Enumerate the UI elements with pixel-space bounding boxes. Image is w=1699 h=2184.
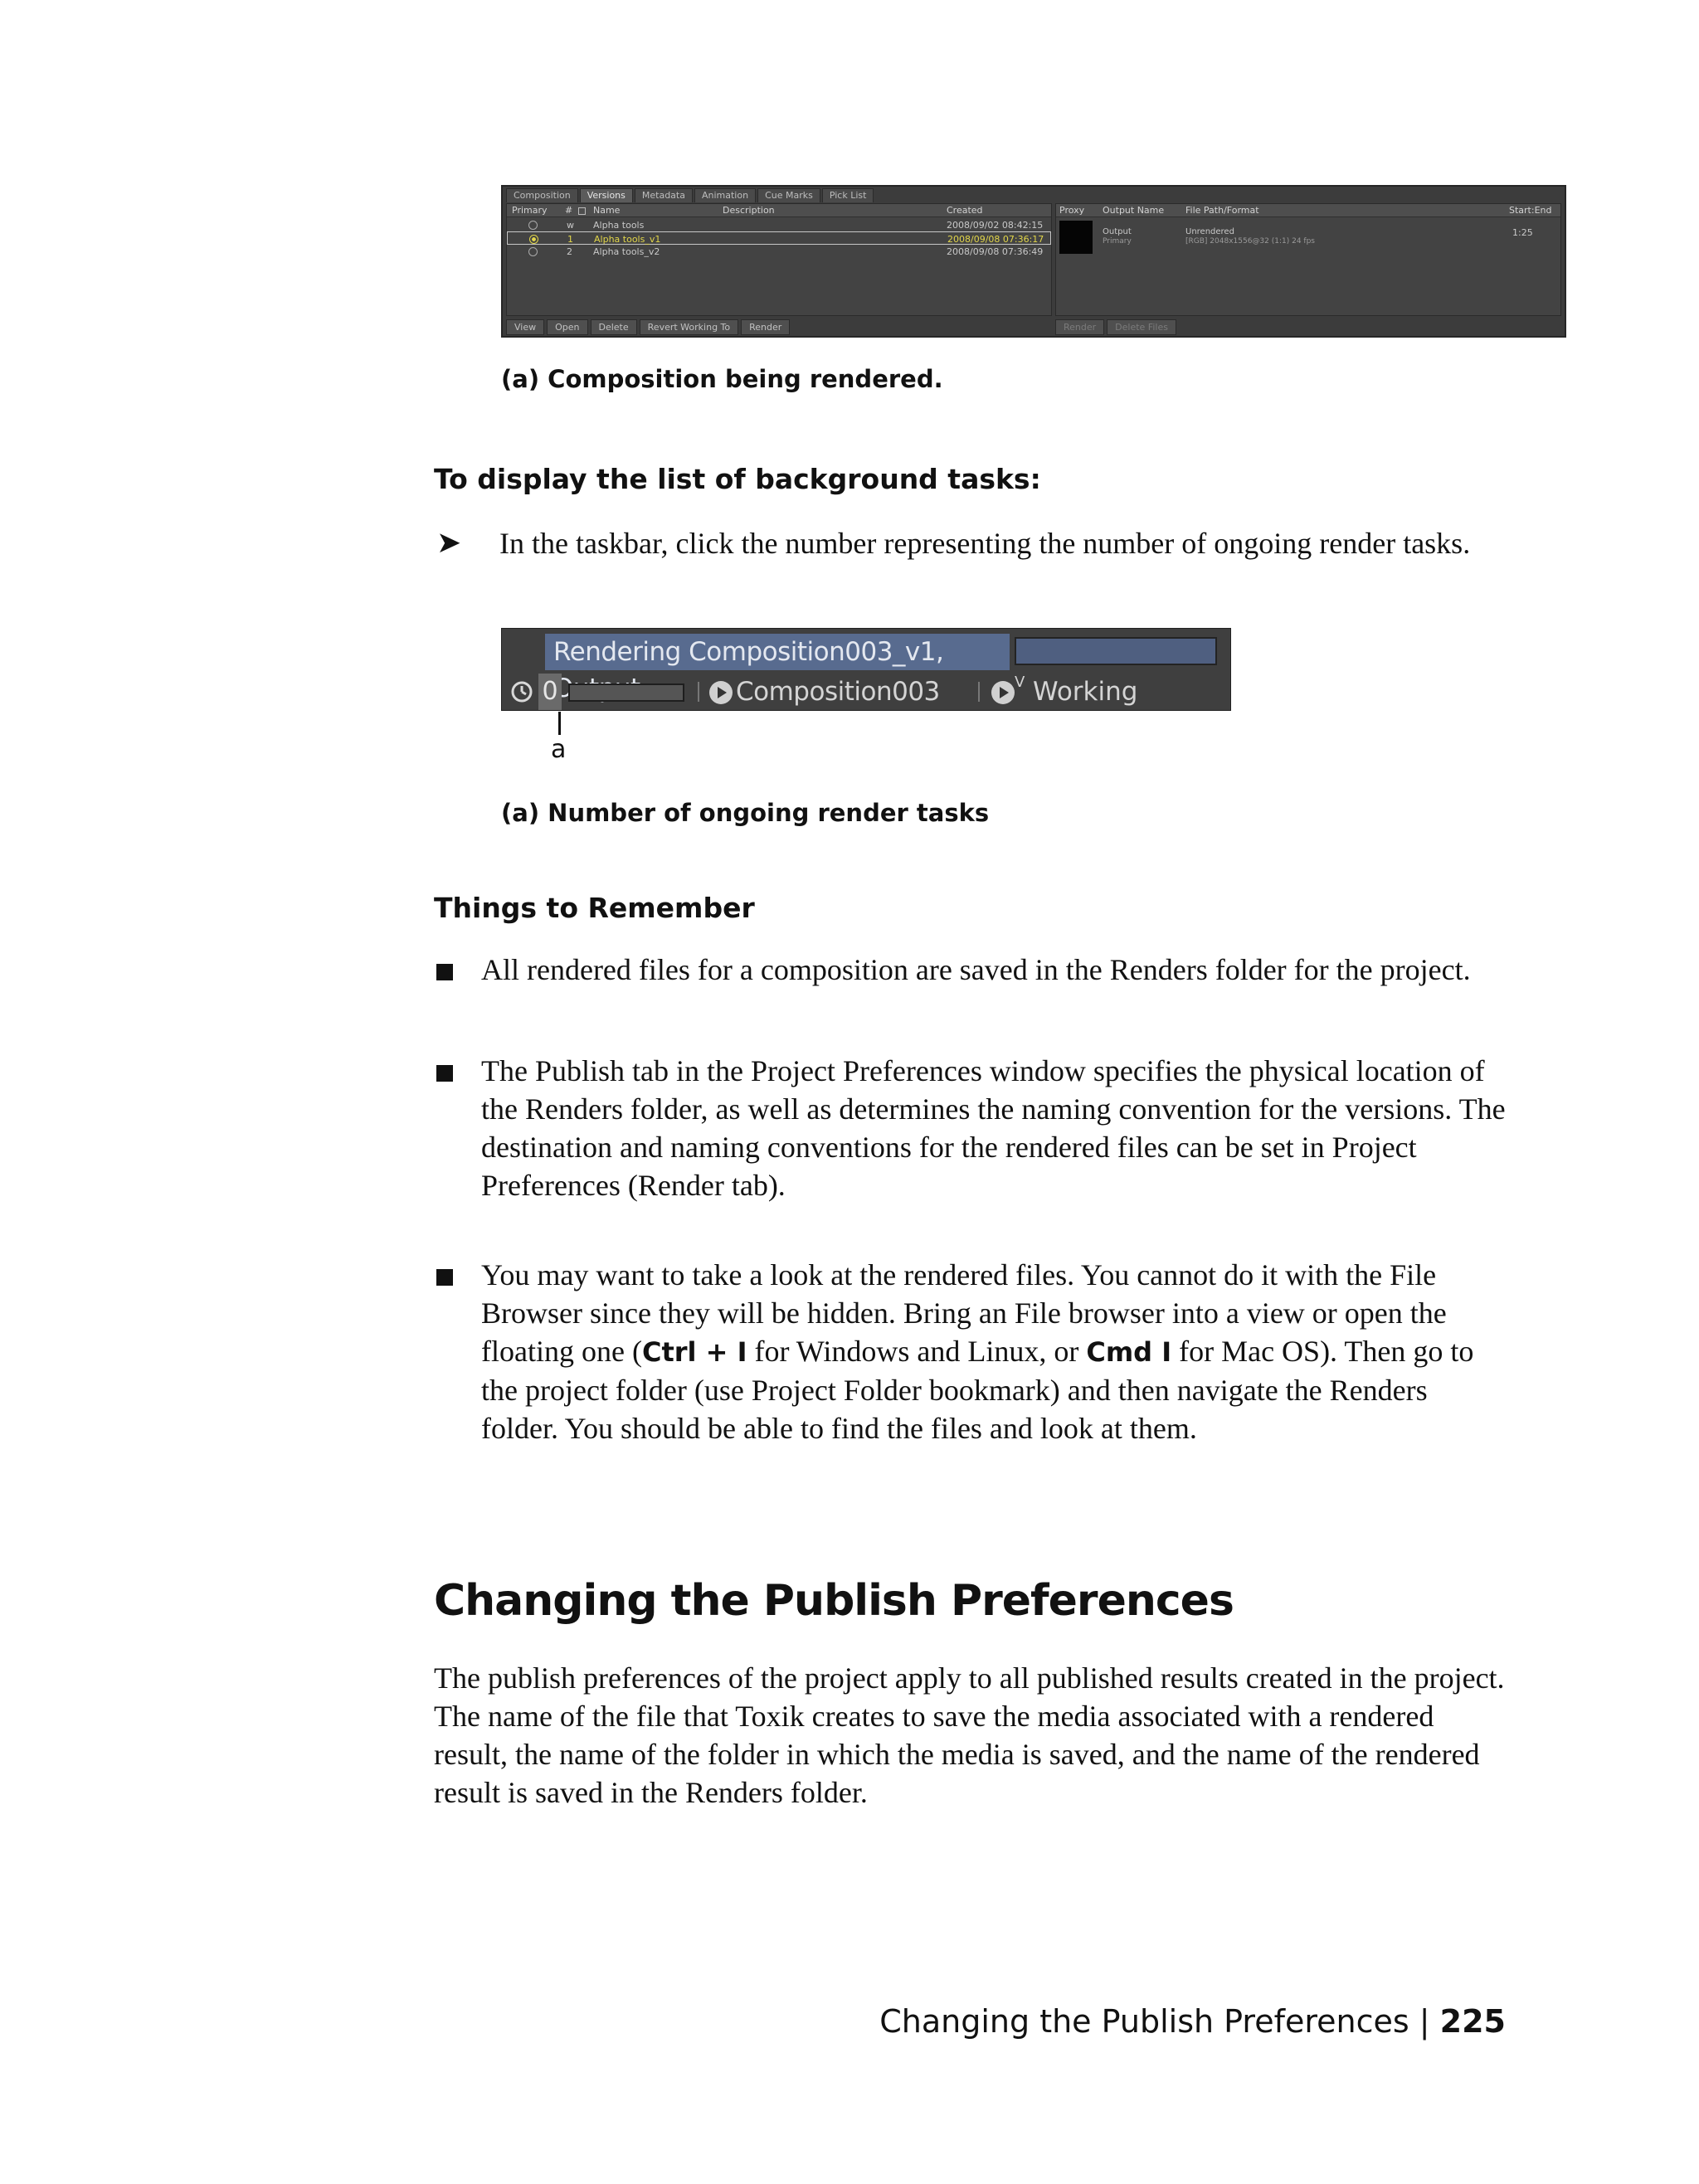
working-status[interactable]: Working	[1033, 677, 1138, 707]
column-file-path[interactable]: File Path/Format	[1185, 205, 1259, 216]
version-row-selected[interactable]	[507, 231, 1051, 245]
column-output-name[interactable]: Output Name	[1103, 205, 1165, 216]
footer-title: Changing the Publish Preferences	[879, 2003, 1409, 2040]
revert-working-to-button[interactable]: Revert Working To	[640, 319, 738, 335]
shortcut-key: Ctrl + I	[641, 1336, 747, 1368]
column-number[interactable]: #	[565, 205, 573, 216]
versions-panel-tabs	[506, 188, 874, 202]
open-button[interactable]: Open	[547, 319, 587, 335]
version-created: 2008/09/08 07:36:17	[947, 234, 1044, 245]
bullet-square-icon	[436, 964, 453, 980]
output-range: 1:25	[1512, 227, 1533, 238]
shortcut-key: Cmd I	[1086, 1336, 1172, 1368]
output-format: [RGB] 2048x1556@32 (1:1) 24 fps	[1185, 237, 1315, 246]
page-footer	[879, 2003, 1506, 2040]
outputs-list-header	[1056, 204, 1560, 217]
version-name: Alpha tools	[593, 220, 645, 231]
output-status: Unrendered	[1185, 227, 1234, 236]
section-text: The publish preferences of the project apply to all published results created in the project. The name of the file that Toxik creates to save the media associated with a rendered result, the name of the folder in which the media is saved, and the name of the rendered result is saved in the Renders folder.	[434, 1661, 1505, 1809]
render-button[interactable]: Render	[741, 319, 790, 335]
play-icon[interactable]	[709, 681, 733, 704]
tab-composition[interactable]: Composition	[506, 188, 578, 202]
outputs-buttons	[1055, 319, 1176, 334]
figure-caption: (a) Composition being rendered.	[501, 365, 943, 393]
footer-separator: |	[1419, 2003, 1430, 2040]
version-row[interactable]	[507, 245, 1051, 258]
tab-animation[interactable]: Animation	[694, 188, 756, 202]
composition-name[interactable]: Composition003	[736, 677, 940, 707]
delete-button[interactable]: Delete	[591, 319, 637, 335]
column-proxy[interactable]: Proxy	[1059, 205, 1085, 216]
versions-panel-screenshot	[501, 185, 1566, 338]
version-created: 2008/09/08 07:36:49	[947, 246, 1044, 257]
taskbar-row	[502, 674, 1232, 710]
delete-files-button[interactable]: Delete Files	[1107, 319, 1176, 335]
render-output-button[interactable]: Render	[1055, 319, 1104, 335]
primary-radio[interactable]	[529, 235, 538, 244]
column-description[interactable]: Description	[723, 205, 775, 216]
page-number: 225	[1439, 2003, 1506, 2040]
bullet-text: The Publish tab in the Project Preferences window specifies the physical location of the Renders folder, as well as determines the naming convention for the versions. The destination and naming conventions for the rendered files can be set in Project Preferences (Render tab).	[481, 1054, 1506, 1202]
callout-line	[558, 712, 561, 735]
bullet-text-part: for Windows and Linux, or	[747, 1335, 1087, 1368]
version-row[interactable]	[507, 218, 1051, 231]
rendering-label: Rendering Composition003_v1,	[545, 634, 1010, 670]
tab-cue-marks[interactable]: Cue Marks	[757, 188, 820, 202]
ongoing-render-tasks-count[interactable]: 0	[538, 674, 562, 710]
separator	[978, 682, 980, 702]
versions-list-header	[507, 204, 1051, 217]
bullet-square-icon	[436, 1065, 453, 1082]
output-name: Output	[1103, 227, 1132, 236]
tab-pick-list[interactable]: Pick List	[822, 188, 874, 202]
versions-list	[506, 203, 1052, 316]
lock-icon	[578, 207, 586, 215]
tab-versions[interactable]: Versions	[580, 188, 633, 202]
version-number: 2	[567, 246, 572, 257]
bullet-square-icon	[436, 1269, 453, 1286]
output-sub: Primary	[1103, 237, 1132, 246]
column-name[interactable]: Name	[593, 205, 621, 216]
version-number: 1	[567, 234, 573, 245]
task-progress-bar	[568, 683, 684, 702]
version-marker: V	[1015, 674, 1025, 691]
step-text: In the taskbar, click the number representing the number of ongoing render tasks.	[499, 527, 1471, 560]
clock-icon	[510, 680, 533, 703]
version-name: Alpha tools_v2	[593, 246, 660, 257]
column-created[interactable]: Created	[947, 205, 983, 216]
primary-radio[interactable]	[528, 247, 538, 256]
outputs-list	[1055, 203, 1561, 316]
separator	[698, 682, 699, 702]
versions-buttons	[506, 319, 790, 334]
step-arrow-icon: ➤	[436, 526, 462, 560]
column-start-end[interactable]: Start:End	[1509, 205, 1552, 216]
proxy-thumbnail	[1059, 221, 1093, 254]
render-progress-bar	[1015, 637, 1217, 665]
figure-caption: (a) Number of ongoing render tasks	[501, 799, 990, 827]
output-row[interactable]	[1056, 221, 1560, 257]
remember-heading: Things to Remember	[434, 892, 755, 924]
version-created: 2008/09/02 08:42:15	[947, 220, 1044, 231]
version-name: Alpha tools_v1	[594, 234, 661, 245]
view-button[interactable]: View	[506, 319, 544, 335]
tab-metadata[interactable]: Metadata	[635, 188, 693, 202]
bullet-text-part: You may want to take a look at the rendered files. You cannot do it with the File Browser since they will be hidden. Bring an File browser into a view or open the floating one (	[481, 1258, 1447, 1368]
version-number: w	[567, 220, 574, 231]
play-version-icon[interactable]	[991, 681, 1015, 704]
render-status-row	[545, 634, 1225, 670]
taskbar-screenshot	[501, 628, 1231, 711]
bullet-text: All rendered files for a composition are saved in the Renders folder for the project.	[481, 953, 1471, 986]
primary-radio[interactable]	[528, 221, 538, 230]
section-title: Changing the Publish Preferences	[434, 1576, 1234, 1626]
bullet-text-part: for Mac OS). Then go to the project folder (use Project Folder bookmark) and then navigate the Renders folder. You should be able to find the files and look at them.	[481, 1335, 1474, 1445]
procedure-heading: To display the list of background tasks:	[434, 463, 1041, 495]
column-primary[interactable]: Primary	[512, 205, 548, 216]
callout-letter: a	[551, 735, 567, 764]
bullet-text	[481, 1256, 1510, 1447]
